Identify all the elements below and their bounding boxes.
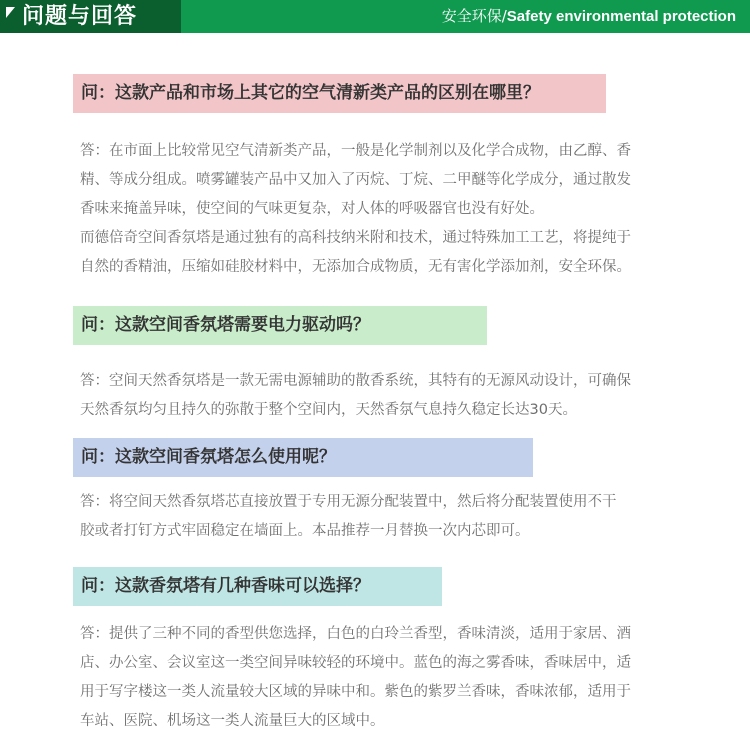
question-1: 问：这款产品和市场上其它的空气清新类产品的区别在哪里？ [73,74,606,113]
answer-line: 自然的香精油，压缩如硅胶材料中，无添加合成物质，无有害化学添加剂，安全环保。 [80,259,631,275]
question-4: 问：这款香氛塔有几种香味可以选择？ [73,567,442,606]
answer-line: 胶或者打钉方式牢固稳定在墙面上。本品推荐一月替换一次内芯即可。 [80,523,530,539]
answer-line: 而德倍奇空间香氛塔是通过独有的高科技纳米附和技术，通过特殊加工工艺，将提纯于 [80,230,631,246]
answer-line: 答：空间天然香氛塔是一款无需电源辅助的散香系统，其特有的无源风动设计，可确保 [80,373,631,389]
answer-2 [80,367,680,425]
answer-4 [80,620,680,736]
answer-line: 香味来掩盖异味，使空间的气味更复杂，对人体的呼吸器官也没有好处。 [80,201,544,217]
header-subtitle-en: Safety environmental protection [506,8,736,25]
answer-3 [80,488,680,546]
answer-line: 答：在市面上比较常见空气清新类产品，一般是化学制剂以及化学合成物，由乙醇、香 [80,143,631,159]
header-title-box [0,0,181,33]
header-bar [0,0,750,33]
triangle-marker-icon [6,7,15,18]
header-subtitle-cn: 安全环保/ [441,7,507,25]
answer-line: 答：提供了三种不同的香型供您选择，白色的白玲兰香型，香味清淡，适用于家居、酒 [80,626,631,642]
question-2: 问：这款空间香氛塔需要电力驱动吗？ [73,306,487,345]
answer-line: 店、办公室、会议室这一类空间异味较轻的环境中。蓝色的海之雾香味，香味居中，适 [80,655,631,671]
answer-line: 用于写字楼这一类人流量较大区域的异味中和。紫色的紫罗兰香味，香味浓郁，适用于 [80,684,631,700]
question-3: 问：这款空间香氛塔怎么使用呢？ [73,438,533,477]
answer-line: 车站、医院、机场这一类人流量巨大的区域中。 [80,713,385,729]
answer-line: 天然香氛均匀且持久的弥散于整个空间内，天然香氛气息持久稳定长达30天。 [80,402,577,418]
page-title: 问题与回答 [22,4,138,29]
answer-line: 精、等成分组成。喷雾罐装产品中又加入了丙烷、丁烷、二甲醚等化学成分，通过散发 [80,172,631,188]
answer-1 [80,137,680,282]
header-subtitle [442,0,736,33]
answer-line: 答：将空间天然香氛塔芯直接放置于专用无源分配装置中，然后将分配装置使用不干 [80,494,617,510]
